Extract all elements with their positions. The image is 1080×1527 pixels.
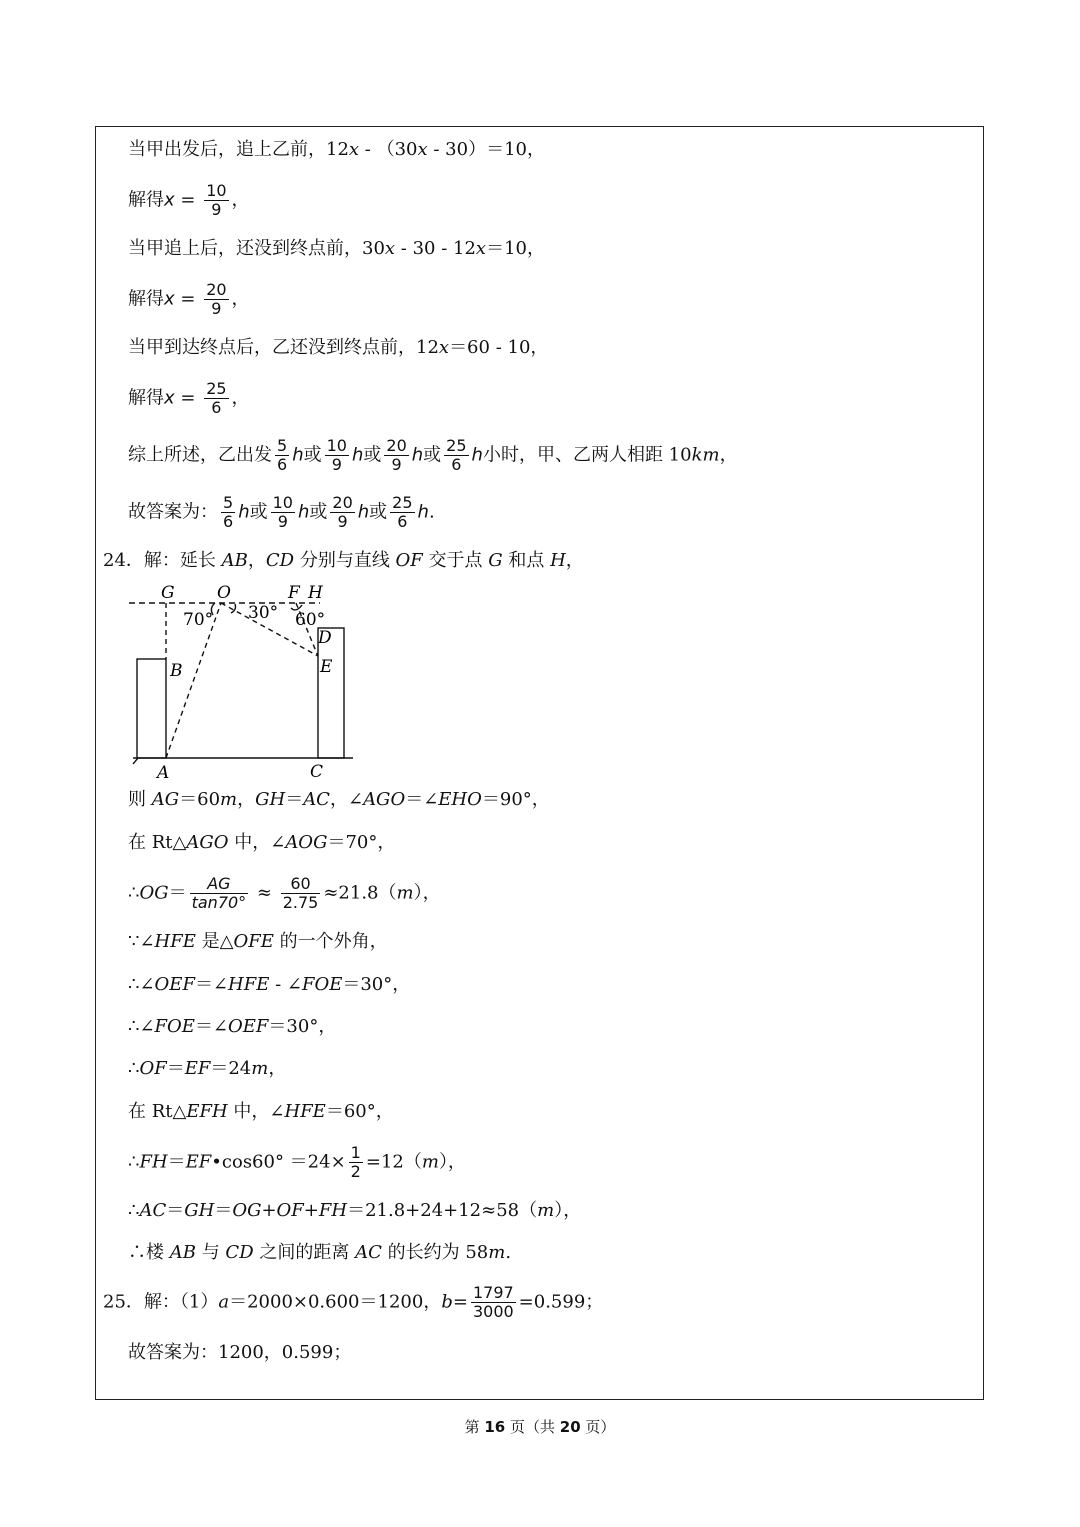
label-o: O [217, 583, 231, 603]
text-line: ∴FH＝EF•cos60° ＝24× $\frac{1}{2}$ =12（m）， [128, 1143, 466, 1181]
text-line: 当甲追上后，还没到终点前，30x - 30 - 12x＝10， [128, 238, 545, 259]
building-ab [137, 659, 166, 758]
label-d: D [318, 628, 332, 648]
text-line: ∴楼 AB 与 CD 之间的距离 AC 的长约为 58m. [128, 1242, 512, 1263]
text-line: ∴OG＝ $\frac{AG}{\tan 70^\circ}$ ≈ $\frac{60}{2.75}$ ≈21.8（m）， [128, 874, 441, 912]
label-h: H [308, 583, 323, 603]
text-line: 解得x = $\frac{25}{6}$ ， [128, 379, 250, 417]
angle-label-60: 60° [295, 610, 326, 630]
geometry-figure [125, 580, 365, 785]
text-line: 在 Rt△EFH 中，∠HFE＝60°， [128, 1101, 394, 1122]
page-footer: 第 16 页（共 20 页） [464, 1418, 616, 1436]
label-a: A [157, 763, 170, 783]
text-line: ∴OF＝EF＝24m， [128, 1058, 287, 1079]
text-line: 解得x = $\frac{20}{9}$ ， [128, 280, 250, 318]
text-line: 综上所述，乙出发 $\frac{5}{6}$ h或 $\frac{10}{9}$ h或 $\frac{20}{9}$ h或 $\frac{25}{6}$ h小时，甲、乙两人相距 10km， [128, 436, 738, 474]
label-e: E [320, 657, 333, 677]
text-line: 当甲到达终点后，乙还没到终点前，12x＝60 - 10， [128, 337, 549, 358]
fraction: $\frac{10}{9}$ [206, 181, 227, 219]
label-c: C [310, 762, 324, 782]
text-line: ∴∠FOE＝∠OEF＝30°， [128, 1016, 337, 1037]
angle-label-30: 30° [248, 603, 279, 623]
text-line: 则 AG＝60m，GH＝AC，∠AGO＝∠EHO＝90°， [128, 789, 550, 810]
text-line: 故答案为：1200，0.599； [128, 1342, 352, 1363]
text-line: 解得x = $\frac{10}{9}$ ， [128, 181, 250, 219]
text-line: ∵∠HFE 是△OFE 的一个外角， [128, 931, 388, 952]
text-line: 当甲出发后，追上乙前，12x - （30x - 30）＝10， [128, 139, 545, 160]
text-line: 在 Rt△AGO 中，∠AOG＝70°， [128, 832, 396, 853]
label-g: G [161, 583, 175, 603]
fraction: $\frac{25}{6}$ [206, 379, 227, 417]
text-line: 故答案为： $\frac{5}{6}$ h或 $\frac{10}{9}$ h或 $\frac{20}{9}$ h或 $\frac{25}{6}$ h. [128, 493, 435, 531]
fraction: $\frac{20}{9}$ [206, 280, 227, 318]
question-24-line: 24．解：延长 AB，CD 分别与直线 OF 交于点 G 和点 H， [103, 550, 584, 571]
question-25-line: 25．解：（1）a＝2000×0.600＝1200，b= $\frac{1797}{3000}$ =0.599； [103, 1283, 604, 1321]
label-f: F [288, 583, 300, 603]
text-line: ∴∠OEF＝∠HFE - ∠FOE＝30°， [128, 974, 411, 995]
angle-label-70: 70° [183, 610, 214, 630]
label-b: B [170, 661, 183, 681]
text-line: ∴AC＝GH＝OG+OF+FH＝21.8+24+12≈58（m）， [128, 1200, 582, 1221]
